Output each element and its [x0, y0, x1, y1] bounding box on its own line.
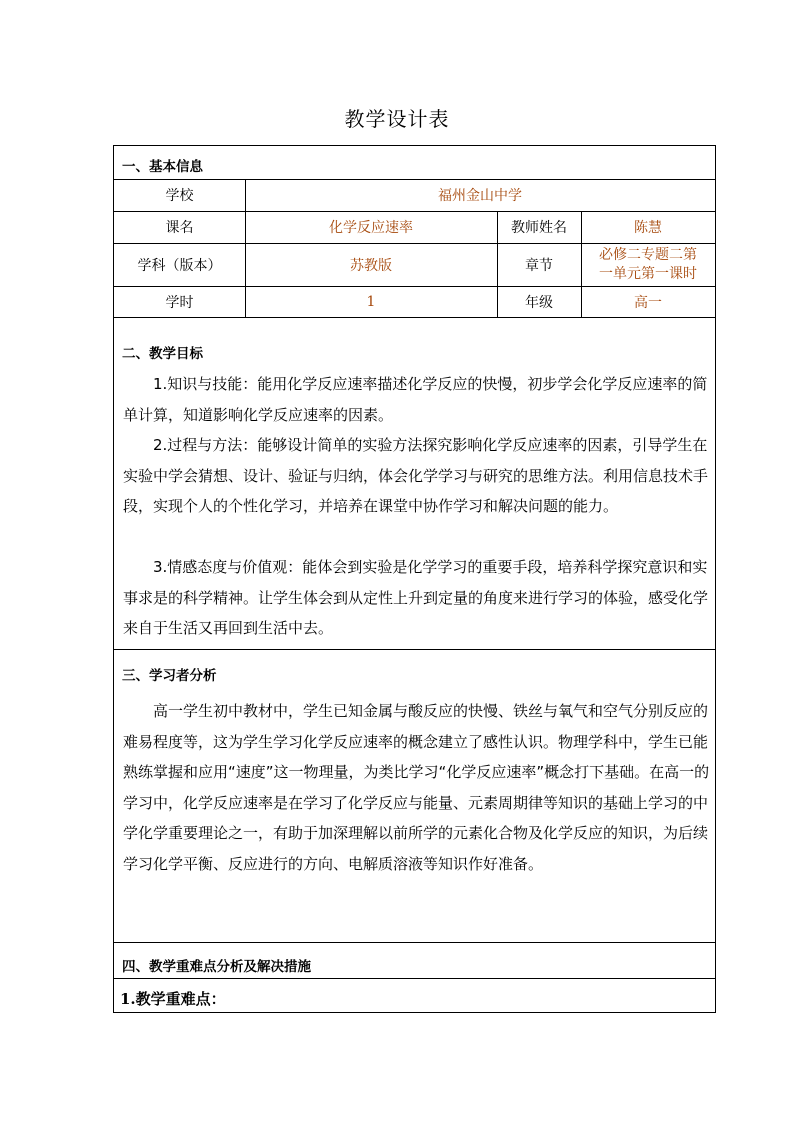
school-label: 学校: [165, 188, 194, 204]
row-divider: [114, 317, 715, 318]
grade-value: 高一: [634, 294, 662, 311]
row-divider: [114, 942, 715, 943]
learner-analysis: 高一学生初中教材中，学生已知金属与酸反应的快慢、铁丝与氧气和空气分别反应的难易程度等，这为学生学习化学反应速率的概念建立了感性认识。物理学科中，学生已能熟练掌握和应用“速度”这一物理量，为类比学习“化学反应速率”概念打下基础。在高一的学习中，化学反应速率是在学习了化学反应与能量、元素周期律等知识的基础上学习的中学化学重要理论之一，有助于加深理解以前所学的元素化合物及化学反应的知识，为后续学习化学平衡、反应进行的方向、电解质溶液等知识作好准备。: [123, 702, 710, 873]
course-label: 课名: [165, 220, 194, 236]
chapter-label: 章节: [525, 257, 553, 274]
goal-knowledge: 1.知识与技能：能用化学反应速率描述化学反应的快慢，初步学会化学反应速率的简单计算，知道影响化学反应速率的因素。: [123, 375, 708, 424]
goal-process: 2.过程与方法：能够设计简单的实验方法探究影响化学反应速率的因素，引导学生在实验中学会猜想、设计、验证与归纳，体会化学学习与研究的思维方法。利用信息技术手段，实现个人的个性化学习，并培养在课堂中协作学习和解决问题的能力。: [123, 436, 709, 515]
section-heading-learners: 三、学习者分析: [122, 668, 217, 684]
design-table: [113, 145, 716, 1013]
school-value: 福州金山中学: [438, 188, 522, 204]
teacher-value: 陈慧: [634, 220, 662, 236]
page-title: 教学设计表: [344, 107, 450, 131]
grade-label: 年级: [525, 294, 553, 311]
row-divider: [114, 649, 715, 650]
teacher-label: 教师姓名: [511, 220, 567, 236]
subject-label: 学科（版本）: [137, 257, 222, 274]
section-heading-basic-info: 一、基本信息: [122, 159, 203, 175]
hours-value: 1: [366, 293, 376, 310]
row-divider: [114, 978, 715, 979]
course-value: 化学反应速率: [329, 220, 413, 236]
section-heading-keypoints: 四、教学重难点分析及解决措施: [122, 959, 311, 975]
chapter-value: [581, 243, 715, 286]
chapter-value-line1: 必修二专题二第: [599, 246, 697, 263]
section-heading-goals: 二、教学目标: [122, 346, 203, 362]
hours-label: 学时: [165, 294, 194, 311]
keypoints-subheading: 1.教学重难点：: [120, 990, 226, 1008]
goal-attitude: 3.情感态度与价值观：能体会到实验是化学学习的重要手段，培养科学探究意识和实事求是的科学精神。让学生体会到从定性上升到定量的角度来进行学习的体验，感受化学来自于生活又再回到生活中去。: [123, 558, 709, 637]
subject-value: 苏教版: [350, 257, 392, 274]
chapter-value-line2: 一单元第一课时: [599, 265, 697, 282]
